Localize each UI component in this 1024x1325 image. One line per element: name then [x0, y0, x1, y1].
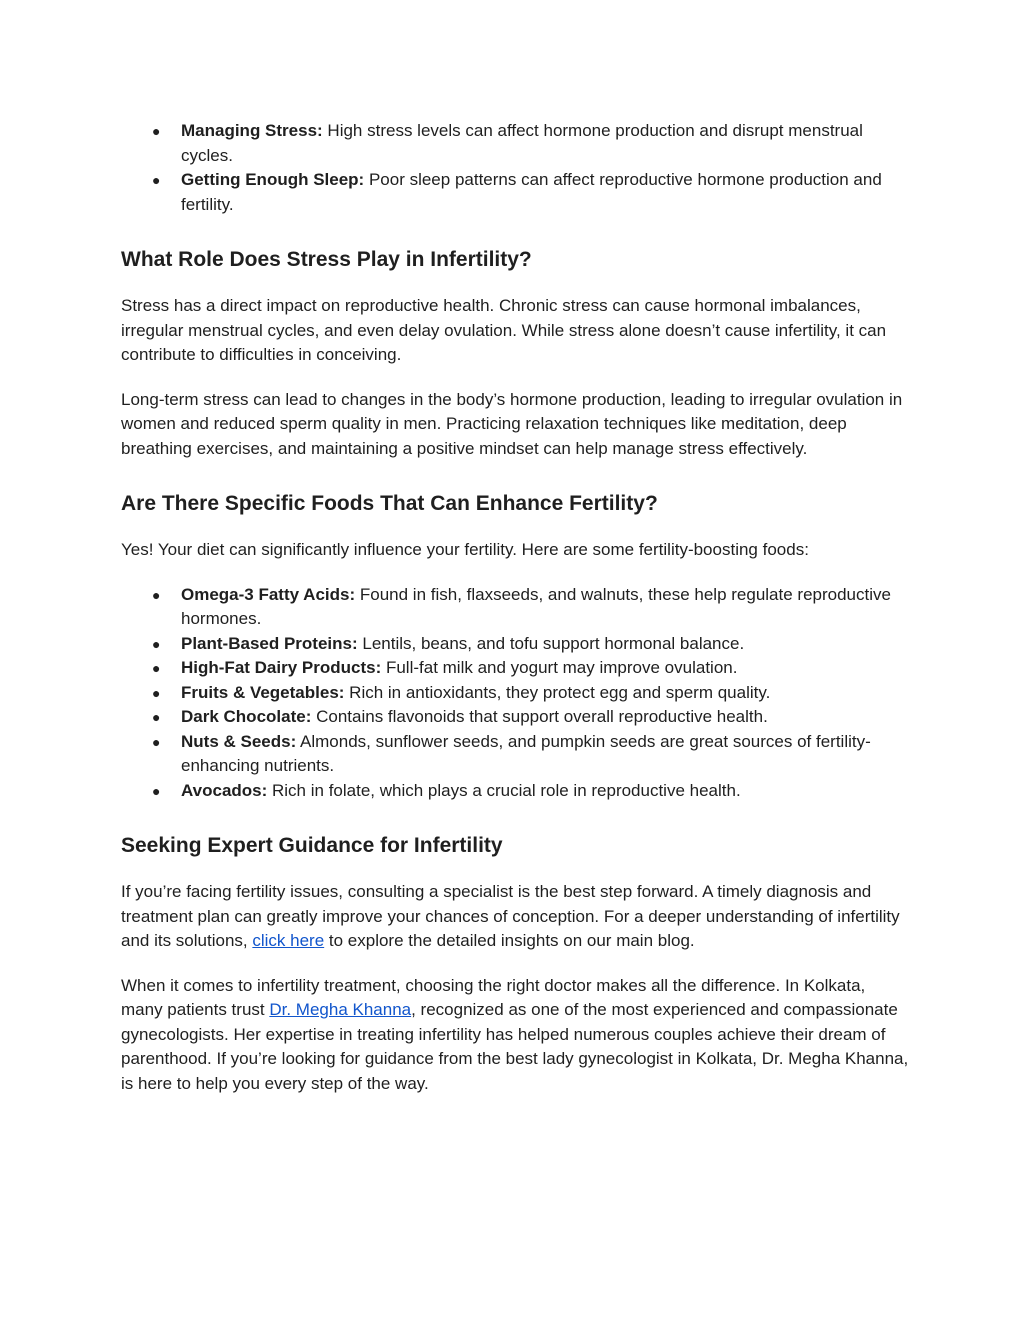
- list-item-term: Getting Enough Sleep:: [181, 170, 365, 189]
- foods-heading: Are There Specific Foods That Can Enhance Fertility?: [121, 492, 658, 515]
- list-item-desc: Rich in antioxidants, they protect egg and sperm quality.: [344, 682, 771, 702]
- list-item-desc: High stress levels can affect hormone production and disrupt menstrual cycles.: [181, 121, 863, 165]
- foods-intro: Yes! Your diet can significantly influence your fertility. Here are some fertility-boosting foods:: [121, 540, 809, 559]
- stress-paragraph-2: Long-term stress can lead to changes in the body’s hormone production, leading to irregular ovulation in women and reduced sperm quality in men. Practicing relaxation techniques like meditation, deep breathing exercises, and maintaining a positive mindset can help manage stress effectively.: [121, 389, 903, 458]
- doctor-name-link[interactable]: Dr. Megha Khanna: [269, 1000, 412, 1019]
- list-item-desc: Found in fish, flaxseeds, and walnuts, these help regulate reproductive hormones.: [181, 584, 891, 628]
- list-item-desc: Almonds, sunflower seeds, and pumpkin seeds are great sources of fertility-enhancing nutrients.: [181, 731, 871, 775]
- list-item: [121, 119, 911, 168]
- list-item: [121, 168, 911, 217]
- list-item-desc: Poor sleep patterns can affect reproductive hormone production and fertility.: [181, 170, 882, 214]
- list-item: [121, 583, 911, 632]
- list-item-term: Avocados:: [181, 780, 268, 800]
- bullet-icon: ●: [152, 709, 161, 725]
- document-page: [121, 119, 911, 1096]
- list-item-term: Managing Stress:: [181, 121, 323, 140]
- list-item-term: Omega-3 Fatty Acids:: [181, 584, 356, 604]
- guidance-p1-text-before: If you’re facing fertility issues, consulting a specialist is the best step forward. A timely diagnosis and treatment plan can greatly improve your chances of conception. For a deeper understanding of infertility and its solutions,: [121, 882, 900, 950]
- list-item-term: High-Fat Dairy Products:: [181, 658, 382, 677]
- click-here-link[interactable]: click here: [252, 931, 325, 950]
- list-item-term: Dark Chocolate:: [181, 707, 312, 726]
- bullet-icon: ●: [152, 586, 161, 603]
- stress-heading: What Role Does Stress Play in Infertility?: [121, 248, 532, 271]
- list-item-term: Fruits & Vegetables:: [181, 682, 345, 702]
- intro-bullet-list: [121, 119, 911, 217]
- list-item-term: Nuts & Seeds:: [181, 731, 297, 751]
- list-item-desc: Full-fat milk and yogurt may improve ovulation.: [381, 658, 738, 677]
- list-item: [121, 632, 911, 657]
- stress-paragraph-1: Stress has a direct impact on reproductive health. Chronic stress can cause hormonal imbalances, irregular menstrual cycles, and even delay ovulation. While stress alone doesn’t cause infertility, it can contribute to difficulties in conceiving.: [121, 296, 887, 364]
- list-item: [121, 730, 911, 779]
- guidance-paragraph-2: [121, 974, 911, 1097]
- bullet-icon: ●: [152, 172, 161, 188]
- list-item: [121, 681, 911, 706]
- list-item: [121, 705, 911, 730]
- guidance-heading: Seeking Expert Guidance for Infertility: [121, 834, 503, 857]
- foods-bullet-list: [121, 583, 911, 804]
- list-item-desc: Rich in folate, which plays a crucial role in reproductive health.: [267, 780, 741, 800]
- bullet-icon: ●: [152, 782, 161, 799]
- bullet-icon: ●: [152, 123, 161, 139]
- guidance-paragraph-1: [121, 880, 911, 954]
- bullet-icon: ●: [152, 684, 161, 701]
- list-item-desc: Lentils, beans, and tofu support hormonal balance.: [357, 633, 745, 653]
- bullet-icon: ●: [152, 733, 161, 750]
- bullet-icon: ●: [152, 635, 161, 652]
- guidance-p1-text-after: to explore the detailed insights on our main blog.: [324, 931, 695, 950]
- guidance-p2-text-after: , recognized as one of the most experienced and compassionate gynecologists. Her expertise in treating infertility has helped numerous couples achieve their dream of parenthood. If you’re looking for guidance from the best lady gynecologist in Kolkata, Dr. Megha Khanna, is here to help you every step of the way.: [121, 1000, 909, 1093]
- list-item: [121, 656, 911, 681]
- list-item-term: Plant-Based Proteins:: [181, 633, 358, 653]
- guidance-p2-text-before: When it comes to infertility treatment, choosing the right doctor makes all the difference. In Kolkata, many patients trust: [121, 975, 866, 1019]
- bullet-icon: ●: [152, 660, 161, 676]
- list-item: [121, 779, 911, 804]
- list-item-desc: Contains flavonoids that support overall reproductive health.: [311, 707, 768, 726]
